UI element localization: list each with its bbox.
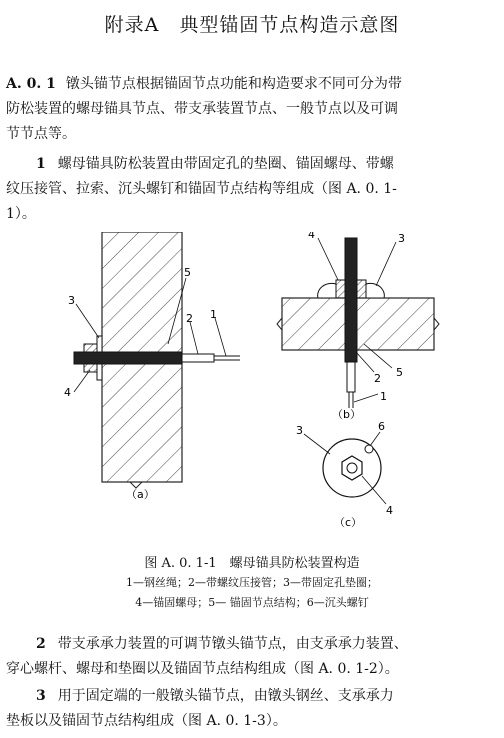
diagram-c	[296, 420, 393, 529]
figure-caption: 图 A. 0. 1-1 螺母锚具防松装置构造	[144, 556, 360, 571]
leader-c3	[304, 434, 330, 454]
figure-a011	[0, 232, 504, 542]
break-mark-left	[277, 318, 282, 330]
item3-line1: 用于固定端的一般镦头锚节点，由镦头钢丝、支承承力	[57, 688, 394, 704]
callout-a2: 2	[186, 312, 193, 325]
appendix-title: 附录A 典型锚固节点构造示意图	[104, 14, 400, 36]
threaded-tube-a	[74, 352, 182, 364]
section-text-line1: 镦头锚节点根据锚固节点功能和构造要求不同可分为带	[65, 76, 402, 92]
callout-b2: 2	[374, 372, 381, 385]
callout-a1: 1	[210, 308, 217, 321]
item3-number: 3	[36, 688, 46, 704]
washer-b-right	[366, 283, 384, 298]
callout-b3: 3	[398, 232, 405, 245]
threaded-tube-b	[345, 238, 357, 362]
item1-number: 1	[36, 156, 46, 172]
callout-c4: 4	[386, 504, 393, 517]
item1-line1: 螺母锚具防松装置由带固定孔的垫圈、锚固螺母、带螺	[57, 156, 394, 172]
leader-a2	[190, 322, 198, 354]
break-mark-right	[434, 318, 439, 330]
diagram-a	[64, 232, 240, 501]
diagram-b	[277, 232, 439, 421]
callout-b4: 4	[308, 232, 315, 241]
figure-legend-line1: 1—钢丝绳；2—带螺纹压接管；3—带固定孔垫圈；	[126, 576, 378, 589]
section-number: A. 0. 1	[6, 76, 56, 92]
callout-a3: 3	[68, 294, 75, 307]
item2-paragraph	[6, 632, 498, 682]
callout-c3: 3	[296, 424, 303, 437]
callout-b5: 5	[396, 366, 403, 379]
fixing-hole-c	[365, 445, 373, 453]
figure-legend-line2: 4—锚固螺母；5— 锚固节点结构；6—沉头螺钉	[135, 596, 369, 609]
section-a01-paragraph	[6, 72, 498, 147]
item2-line1: 带支承承力装置的可调节镦头锚节点，由支承承力装置、	[57, 636, 408, 652]
callout-c6: 6	[378, 420, 385, 433]
section-text-line2: 防松装置的螺母锚具节点、带支承装置节点、一般节点以及可调	[6, 101, 398, 117]
item2-number: 2	[36, 636, 46, 652]
washer-b-left	[318, 283, 336, 298]
leader-b4	[318, 238, 338, 280]
nut-hexagon-c	[342, 456, 362, 480]
leader-c6	[370, 432, 380, 446]
label-b: （b）	[332, 408, 361, 421]
anchor-diagram	[0, 232, 504, 542]
item2-line2: 穿心螺杆、螺母和垫圈以及锚固节点结构组成（图 A. 0. 1-2）。	[6, 661, 399, 677]
leader-a1	[215, 318, 226, 356]
leader-b3	[376, 242, 396, 286]
leader-b2	[356, 352, 374, 372]
anchor-structure-slab	[282, 298, 434, 350]
callout-a4: 4	[64, 386, 71, 399]
leader-a3	[76, 304, 99, 338]
callout-b1: 1	[380, 390, 387, 403]
crimp-tube-b	[347, 362, 355, 392]
item1-paragraph	[6, 152, 498, 227]
crimp-tube-a	[182, 354, 214, 362]
item1-line3: 1）。	[6, 206, 36, 222]
leader-a4	[74, 370, 90, 392]
item3-line2: 垫板以及锚固节点结构组成（图 A. 0. 1-3）。	[6, 713, 287, 729]
section-text-line3: 节节点等。	[6, 126, 76, 142]
callout-a5: 5	[184, 266, 191, 279]
label-a: （a）	[126, 488, 155, 501]
leader-b1	[354, 394, 378, 402]
label-c: （c）	[334, 516, 363, 529]
item1-line2: 纹压接管、拉索、沉头螺钉和锚固节点结构等组成（图 A. 0. 1-	[6, 181, 397, 197]
item3-paragraph	[6, 684, 498, 734]
